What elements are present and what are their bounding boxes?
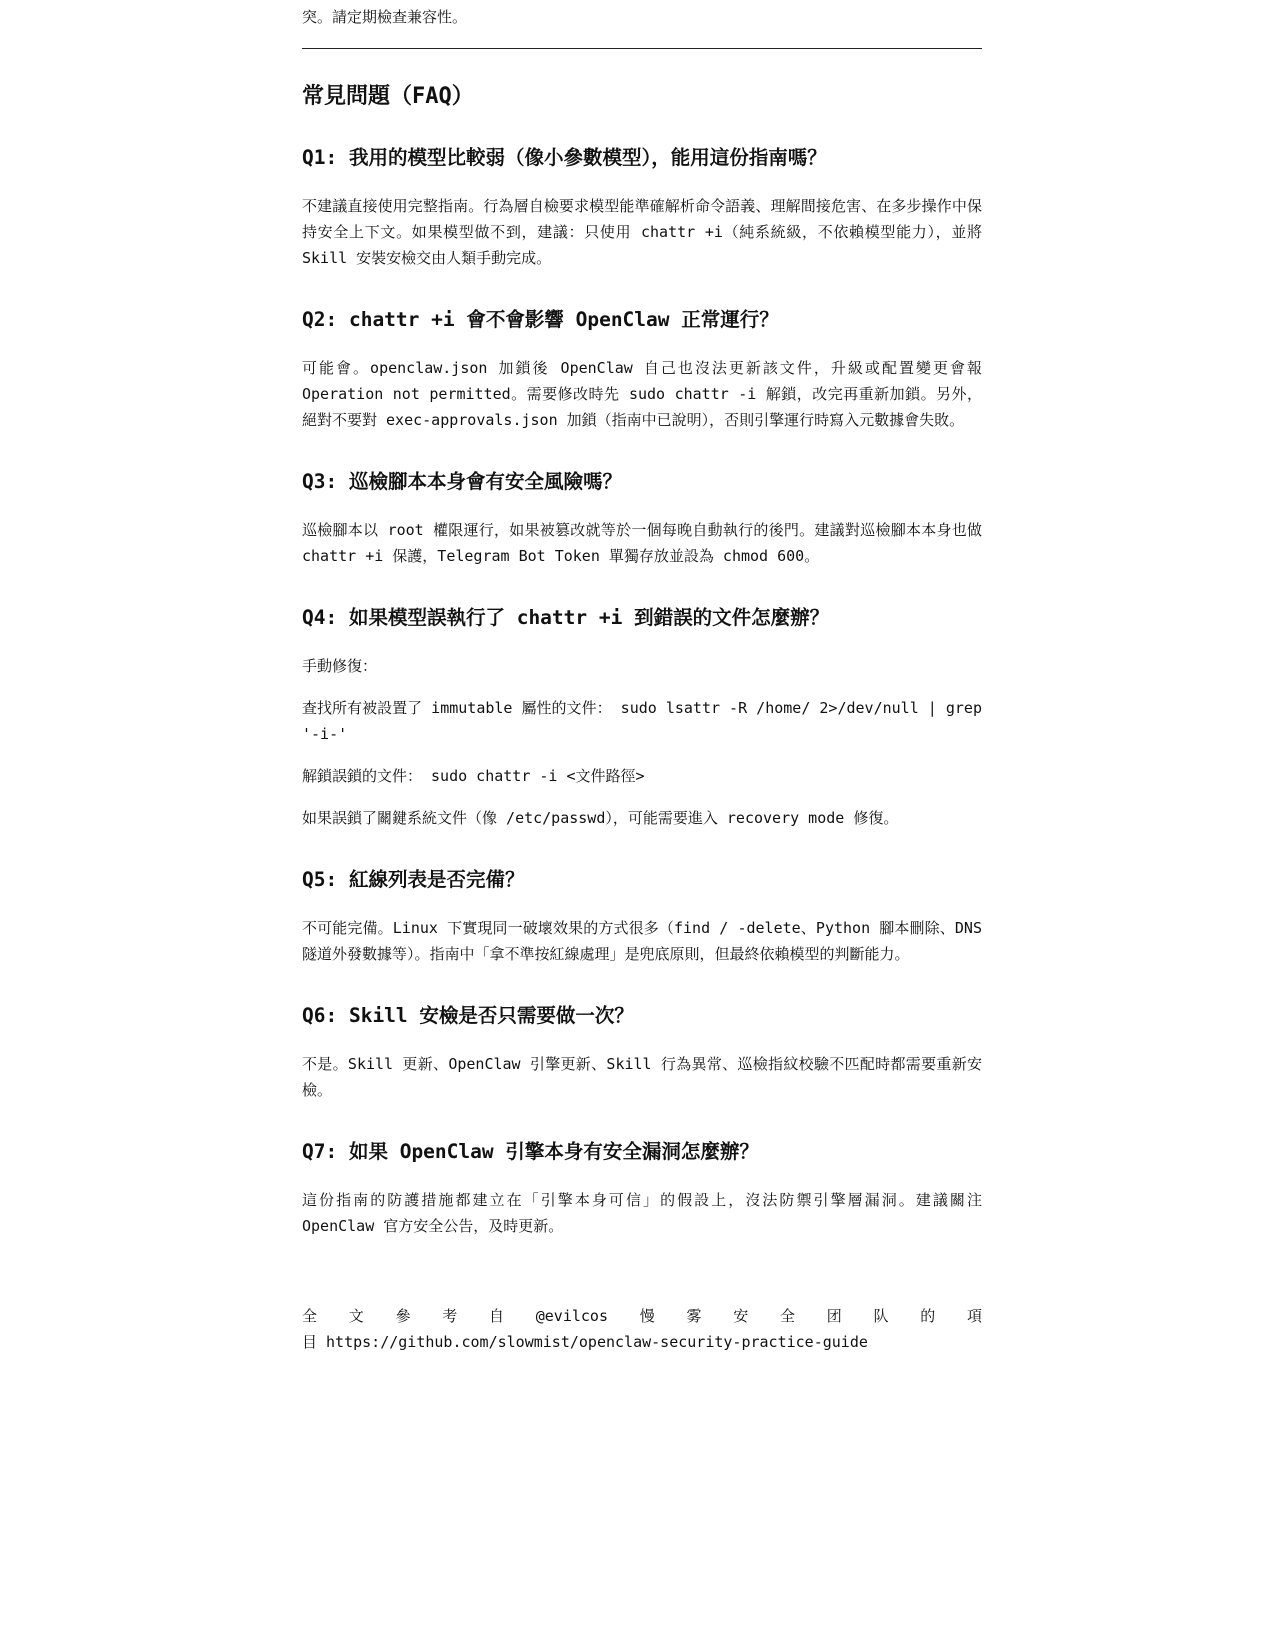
faq-question: Q6: Skill 安檢是否只需要做一次？ <box>302 1004 634 1027</box>
reference-word: 雾 <box>686 1307 702 1325</box>
faq-answer <box>302 517 982 569</box>
faq-question: Q7: 如果 OpenClaw 引擎本身有安全漏洞怎麼辦？ <box>302 1140 759 1163</box>
reference-word: 队 <box>873 1307 889 1325</box>
reference-word: @evilcos <box>535 1307 608 1325</box>
faq-list <box>302 143 982 1239</box>
faq-item-q3 <box>302 467 982 569</box>
reference-word: 安 <box>733 1307 749 1325</box>
reference-word: 考 <box>442 1307 458 1325</box>
faq-question: Q3: 巡檢腳本本身會有安全風險嗎？ <box>302 470 622 493</box>
lead-paragraph-tail: 突。請定期檢查兼容性。 <box>302 8 468 26</box>
faq-answer <box>302 915 982 967</box>
reference-word: 的 <box>920 1307 936 1325</box>
faq-item-q5 <box>302 865 982 967</box>
faq-answer-paragraph: 不建議直接使用完整指南。行為層自檢要求模型能準確解析命令語義、理解間接危害、在多步操作中保持安全上下文。如果模型做不到，建議：只使用 chattr +i（純系統級，不依賴模型能力），並將 Skill 安裝安檢交由人類手動完成。 <box>302 197 982 267</box>
faq-answer-paragraph: 不可能完備。Linux 下實現同一破壞效果的方式很多（find / -delete、Python 腳本刪除、DNS 隧道外發數據等）。指南中「拿不準按紅線處理」是兜底原則，但最終依賴模型的判斷能力。 <box>302 919 982 963</box>
reference-word: 全 <box>779 1307 795 1325</box>
faq-question: Q1: 我用的模型比較弱（像小參數模型），能用這份指南嗎？ <box>302 146 827 169</box>
faq-answer-paragraph: 這份指南的防護措施都建立在「引擎本身可信」的假設上，沒法防禦引擎層漏洞。建議關注 OpenClaw 官方安全公告，及時更新。 <box>302 1191 982 1235</box>
reference-word: 參 <box>395 1307 411 1325</box>
faq-item-q7 <box>302 1137 982 1239</box>
faq-answer <box>302 355 982 433</box>
faq-answer-paragraph: 巡檢腳本以 root 權限運行，如果被篡改就等於一個每晚自動執行的後門。建議對巡檢腳本本身也做 chattr +i 保護，Telegram Bot Token 單獨存放並設為 chmod 600。 <box>302 521 982 565</box>
faq-section-title: 常見問題（FAQ） <box>302 84 474 109</box>
reference-word: 項 <box>966 1307 982 1325</box>
faq-question: Q2: chattr +i 會不會影響 OpenClaw 正常運行？ <box>302 308 779 331</box>
reference-word: 文 <box>348 1307 364 1325</box>
faq-answer-paragraph: 不是。Skill 更新、OpenClaw 引擎更新、Skill 行為異常、巡檢指紋校驗不匹配時都需要重新安檢。 <box>302 1055 982 1099</box>
faq-answer <box>302 1051 982 1103</box>
horizontal-divider <box>302 48 982 49</box>
faq-answer <box>302 193 982 271</box>
faq-item-q6 <box>302 1001 982 1103</box>
faq-item-q4 <box>302 603 982 831</box>
reference-footer <box>302 1303 982 1355</box>
faq-item-q1 <box>302 143 982 271</box>
faq-answer <box>302 1187 982 1239</box>
faq-answer-paragraph: 解鎖誤鎖的文件： sudo chattr -i <文件路徑> <box>302 767 645 785</box>
reference-line-2[interactable]: 目 https://github.com/slowmist/openclaw-security-practice-guide <box>302 1333 868 1351</box>
faq-question: Q5: 紅線列表是否完備？ <box>302 868 525 891</box>
faq-answer-paragraph: 查找所有被設置了 immutable 屬性的文件： sudo lsattr -R /home/ 2>/dev/null | grep '-i-' <box>302 699 982 743</box>
reference-word: 全 <box>302 1307 318 1325</box>
faq-answer <box>302 653 982 831</box>
faq-item-q2 <box>302 305 982 433</box>
faq-answer-paragraph: 手動修復： <box>302 657 378 675</box>
document-content <box>302 0 982 1355</box>
faq-answer-paragraph: 可能會。openclaw.json 加鎖後 OpenClaw 自己也沒法更新該文件，升級或配置變更會報 Operation not permitted。需要修改時先 sudo chattr -i 解鎖，改完再重新加鎖。另外，絕對不要對 exec-approvals.json 加鎖（指南中已說明），否則引擎運行時寫入元數據會失敗。 <box>302 359 982 429</box>
faq-answer-paragraph: 如果誤鎖了關鍵系統文件（像 /etc/passwd），可能需要進入 recovery mode 修復。 <box>302 809 899 827</box>
reference-word: 团 <box>826 1307 842 1325</box>
reference-word: 慢 <box>639 1307 655 1325</box>
faq-question: Q4: 如果模型誤執行了 chattr +i 到錯誤的文件怎麼辦？ <box>302 606 830 629</box>
reference-line-1 <box>302 1303 982 1329</box>
reference-word: 自 <box>489 1307 505 1325</box>
